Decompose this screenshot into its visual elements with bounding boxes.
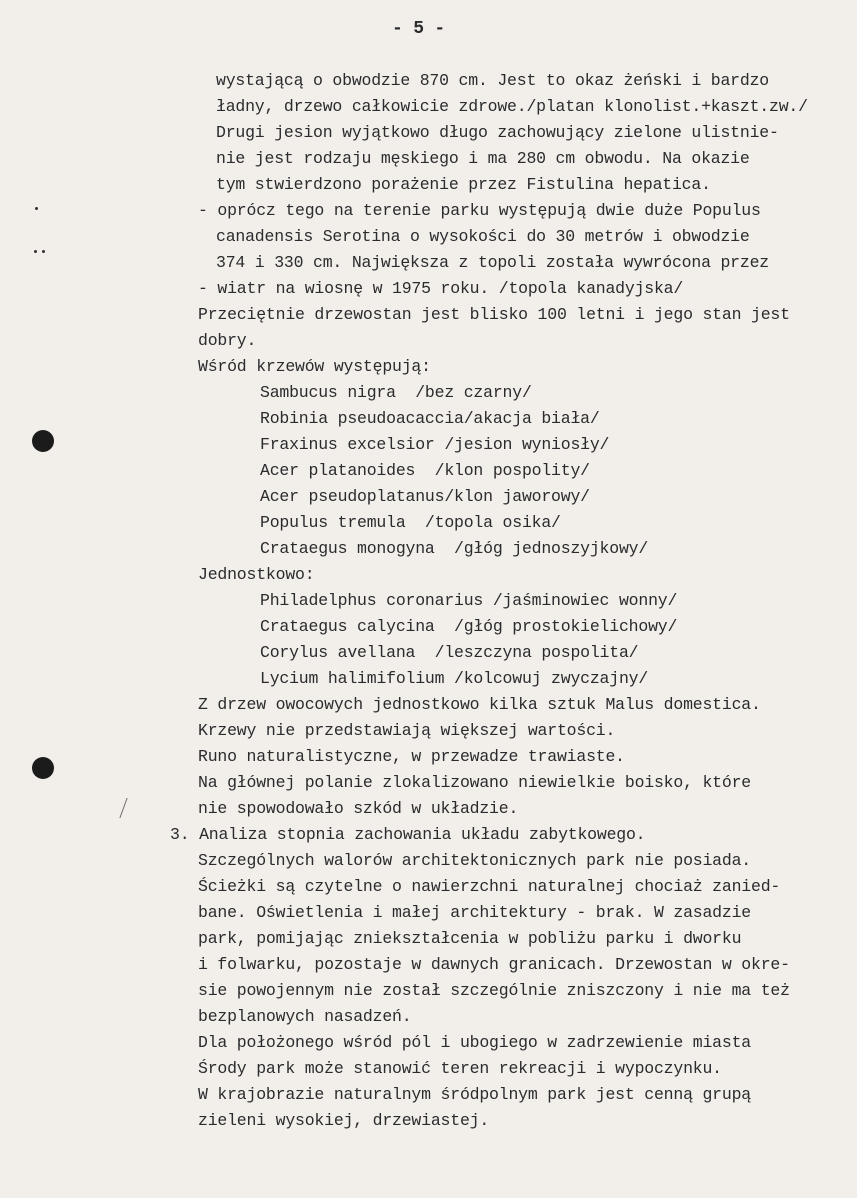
text-line: - oprócz tego na terenie parku występują dwie duże Populus	[198, 201, 761, 220]
punch-hole-top	[32, 430, 54, 452]
text-line: Ścieżki są czytelne o nawierzchni naturalnej chociaż zanied-	[198, 877, 781, 896]
text-line: Dla położonego wśród pól i ubogiego w zadrzewienie miasta	[198, 1033, 751, 1052]
text-line: 374 i 330 cm. Największa z topoli została wywrócona przez	[216, 253, 769, 272]
ink-speck	[35, 207, 38, 210]
text-line: Corylus avellana /leszczyna pospolita/	[260, 643, 639, 662]
text-line: Runo naturalistyczne, w przewadze trawiaste.	[198, 747, 625, 766]
text-line: wystającą o obwodzie 870 cm. Jest to okaz żeński i bardzo	[216, 71, 769, 90]
text-line: dobry.	[198, 331, 257, 350]
text-line: Jednostkowo:	[198, 565, 315, 584]
text-line: i folwarku, pozostaje w dawnych granicach. Drzewostan w okre-	[198, 955, 790, 974]
text-line: Lycium halimifolium /kolcowuj zwyczajny/	[260, 669, 649, 688]
text-line: Acer platanoides /klon pospolity/	[260, 461, 590, 480]
text-line: Przeciętnie drzewostan jest blisko 100 letni i jego stan jest	[198, 305, 790, 324]
text-line: bezplanowych nasadzeń.	[198, 1007, 412, 1026]
text-line: tym stwierdzono porażenie przez Fistulina hepatica.	[216, 175, 711, 194]
text-line: bane. Oświetlenia i małej architektury - brak. W zasadzie	[198, 903, 751, 922]
text-line: sie powojennym nie został szczególnie zniszczony i nie ma też	[198, 981, 790, 1000]
text-line: nie jest rodzaju męskiego i ma 280 cm obwodu. Na okazie	[216, 149, 750, 168]
punch-hole-bottom	[32, 757, 54, 779]
text-line: Szczególnych walorów architektonicznych park nie posiada.	[198, 851, 751, 870]
text-line: park, pomijając zniekształcenia w pobliżu parku i dworku	[198, 929, 742, 948]
text-line: Na głównej polanie zlokalizowano niewielkie boisko, które	[198, 773, 751, 792]
text-line: Populus tremula /topola osika/	[260, 513, 561, 532]
page-number: - 5 -	[392, 19, 446, 39]
text-line: ładny, drzewo całkowicie zdrowe./platan klonolist.+kaszt.zw./	[216, 97, 808, 116]
ink-speck	[34, 250, 37, 253]
text-line: Robinia pseudoacaccia/akacja biała/	[260, 409, 600, 428]
text-line: - wiatr na wiosnę w 1975 roku. /topola kanadyjska/	[198, 279, 684, 298]
section-heading: 3. Analiza stopnia zachowania układu zabytkowego.	[170, 825, 646, 844]
text-line: Wśród krzewów występują:	[198, 357, 431, 376]
pencil-mark	[113, 798, 127, 818]
text-line: Sambucus nigra /bez czarny/	[260, 383, 532, 402]
text-line: Acer pseudoplatanus/klon jaworowy/	[260, 487, 590, 506]
text-line: Krzewy nie przedstawiają większej wartości.	[198, 721, 616, 740]
text-line: canadensis Serotina o wysokości do 30 metrów i obwodzie	[216, 227, 750, 246]
text-line: Fraxinus excelsior /jesion wyniosły/	[260, 435, 610, 454]
text-line: Crataegus monogyna /głóg jednoszyjkowy/	[260, 539, 649, 558]
text-line: W krajobrazie naturalnym śródpolnym park jest cenną grupą	[198, 1085, 751, 1104]
text-line: Z drzew owocowych jednostkowo kilka sztuk Malus domestica.	[198, 695, 761, 714]
text-line: nie spowodowało szkód w układzie.	[198, 799, 519, 818]
text-line: Philadelphus coronarius /jaśminowiec wonny/	[260, 591, 678, 610]
text-line: zieleni wysokiej, drzewiastej.	[198, 1111, 490, 1130]
ink-speck	[42, 250, 45, 253]
text-line: Drugi jesion wyjątkowo długo zachowujący zielone ulistnie-	[216, 123, 779, 142]
text-line: Crataegus calycina /głóg prostokielichowy/	[260, 617, 678, 636]
text-line: Środy park może stanowić teren rekreacji i wypoczynku.	[198, 1059, 722, 1078]
